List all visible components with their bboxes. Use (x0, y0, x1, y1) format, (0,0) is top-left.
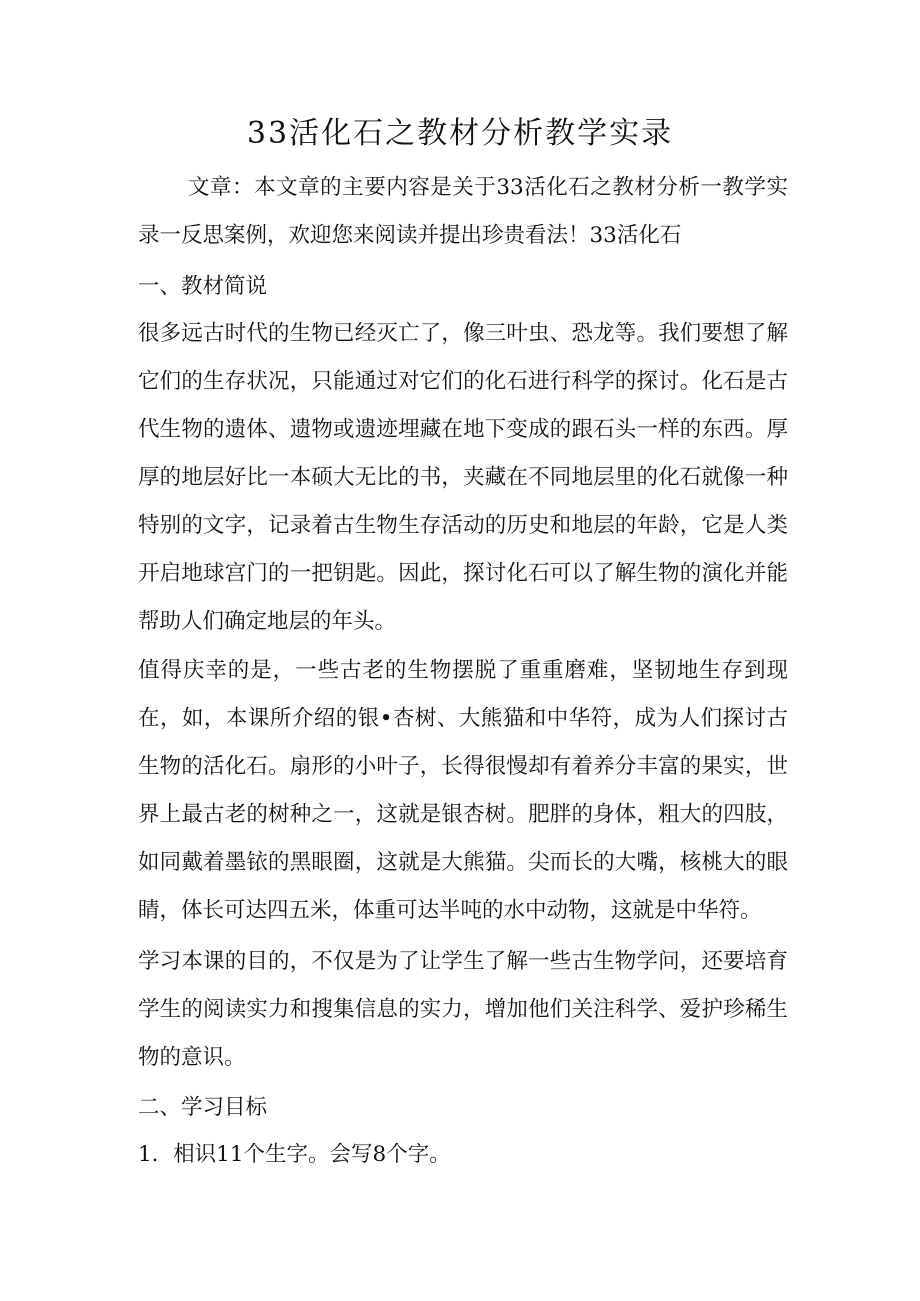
document-title: 33活化石之教材分析教学实录 (246, 116, 674, 151)
paragraph-3: 学习本课的目的，不仅是为了让学生了解一些古生物学问，还要培育学生的阅读实力和搜集信息的实力，增加他们关注科学、爱护珍稀生物的意识。 (138, 949, 788, 1070)
section-heading-1: 一、教材简说 (138, 274, 268, 299)
intro-paragraph: 文章：本文章的主要内容是关于33活化石之教材分析一教学实录一反思案例，欢迎您来阅读并提出珍贵看法！33活化石 (138, 175, 788, 248)
paragraph-1: 很多远古时代的生物已经灭亡了，像三叶虫、恐龙等。我们要想了解它们的生存状况，只能通过对它们的化石进行科学的探讨。化石是古代生物的遗体、遗物或遗迹埋藏在地下变成的跟石头一样的东西。厚厚的地层好比一本硕大无比的书，夹藏在不同地层里的化石就像一种特别的文字，记录着古生物生存活动的历史和地层的年龄，它是人类开启地球宫门的一把钥匙。因此，探讨化石可以了解生物的演化并能帮助人们确定地层的年头。 (138, 321, 788, 634)
paragraph-2: 值得庆幸的是，一些古老的生物摆脱了重重磨难，坚韧地生存到现在，如，本课所介绍的银•杏树、大熊猫和中华符，成为人们探讨古生物的活化石。扇形的小叶子，长得很慢却有着养分丰富的果实，世界上最古老的树种之一，这就是银杏树。肥胖的身体，粗大的四肢，如同戴着墨铱的黑眼圈，这就是大熊猫。尖而长的大嘴，核桃大的眼睛，体长可达四五米，体重可达半吨的水中动物，这就是中华符。 (138, 658, 788, 923)
list-item: 1．相识11个生字。会写8个字。 (138, 1142, 451, 1167)
section-heading-2: 二、学习目标 (138, 1095, 268, 1120)
